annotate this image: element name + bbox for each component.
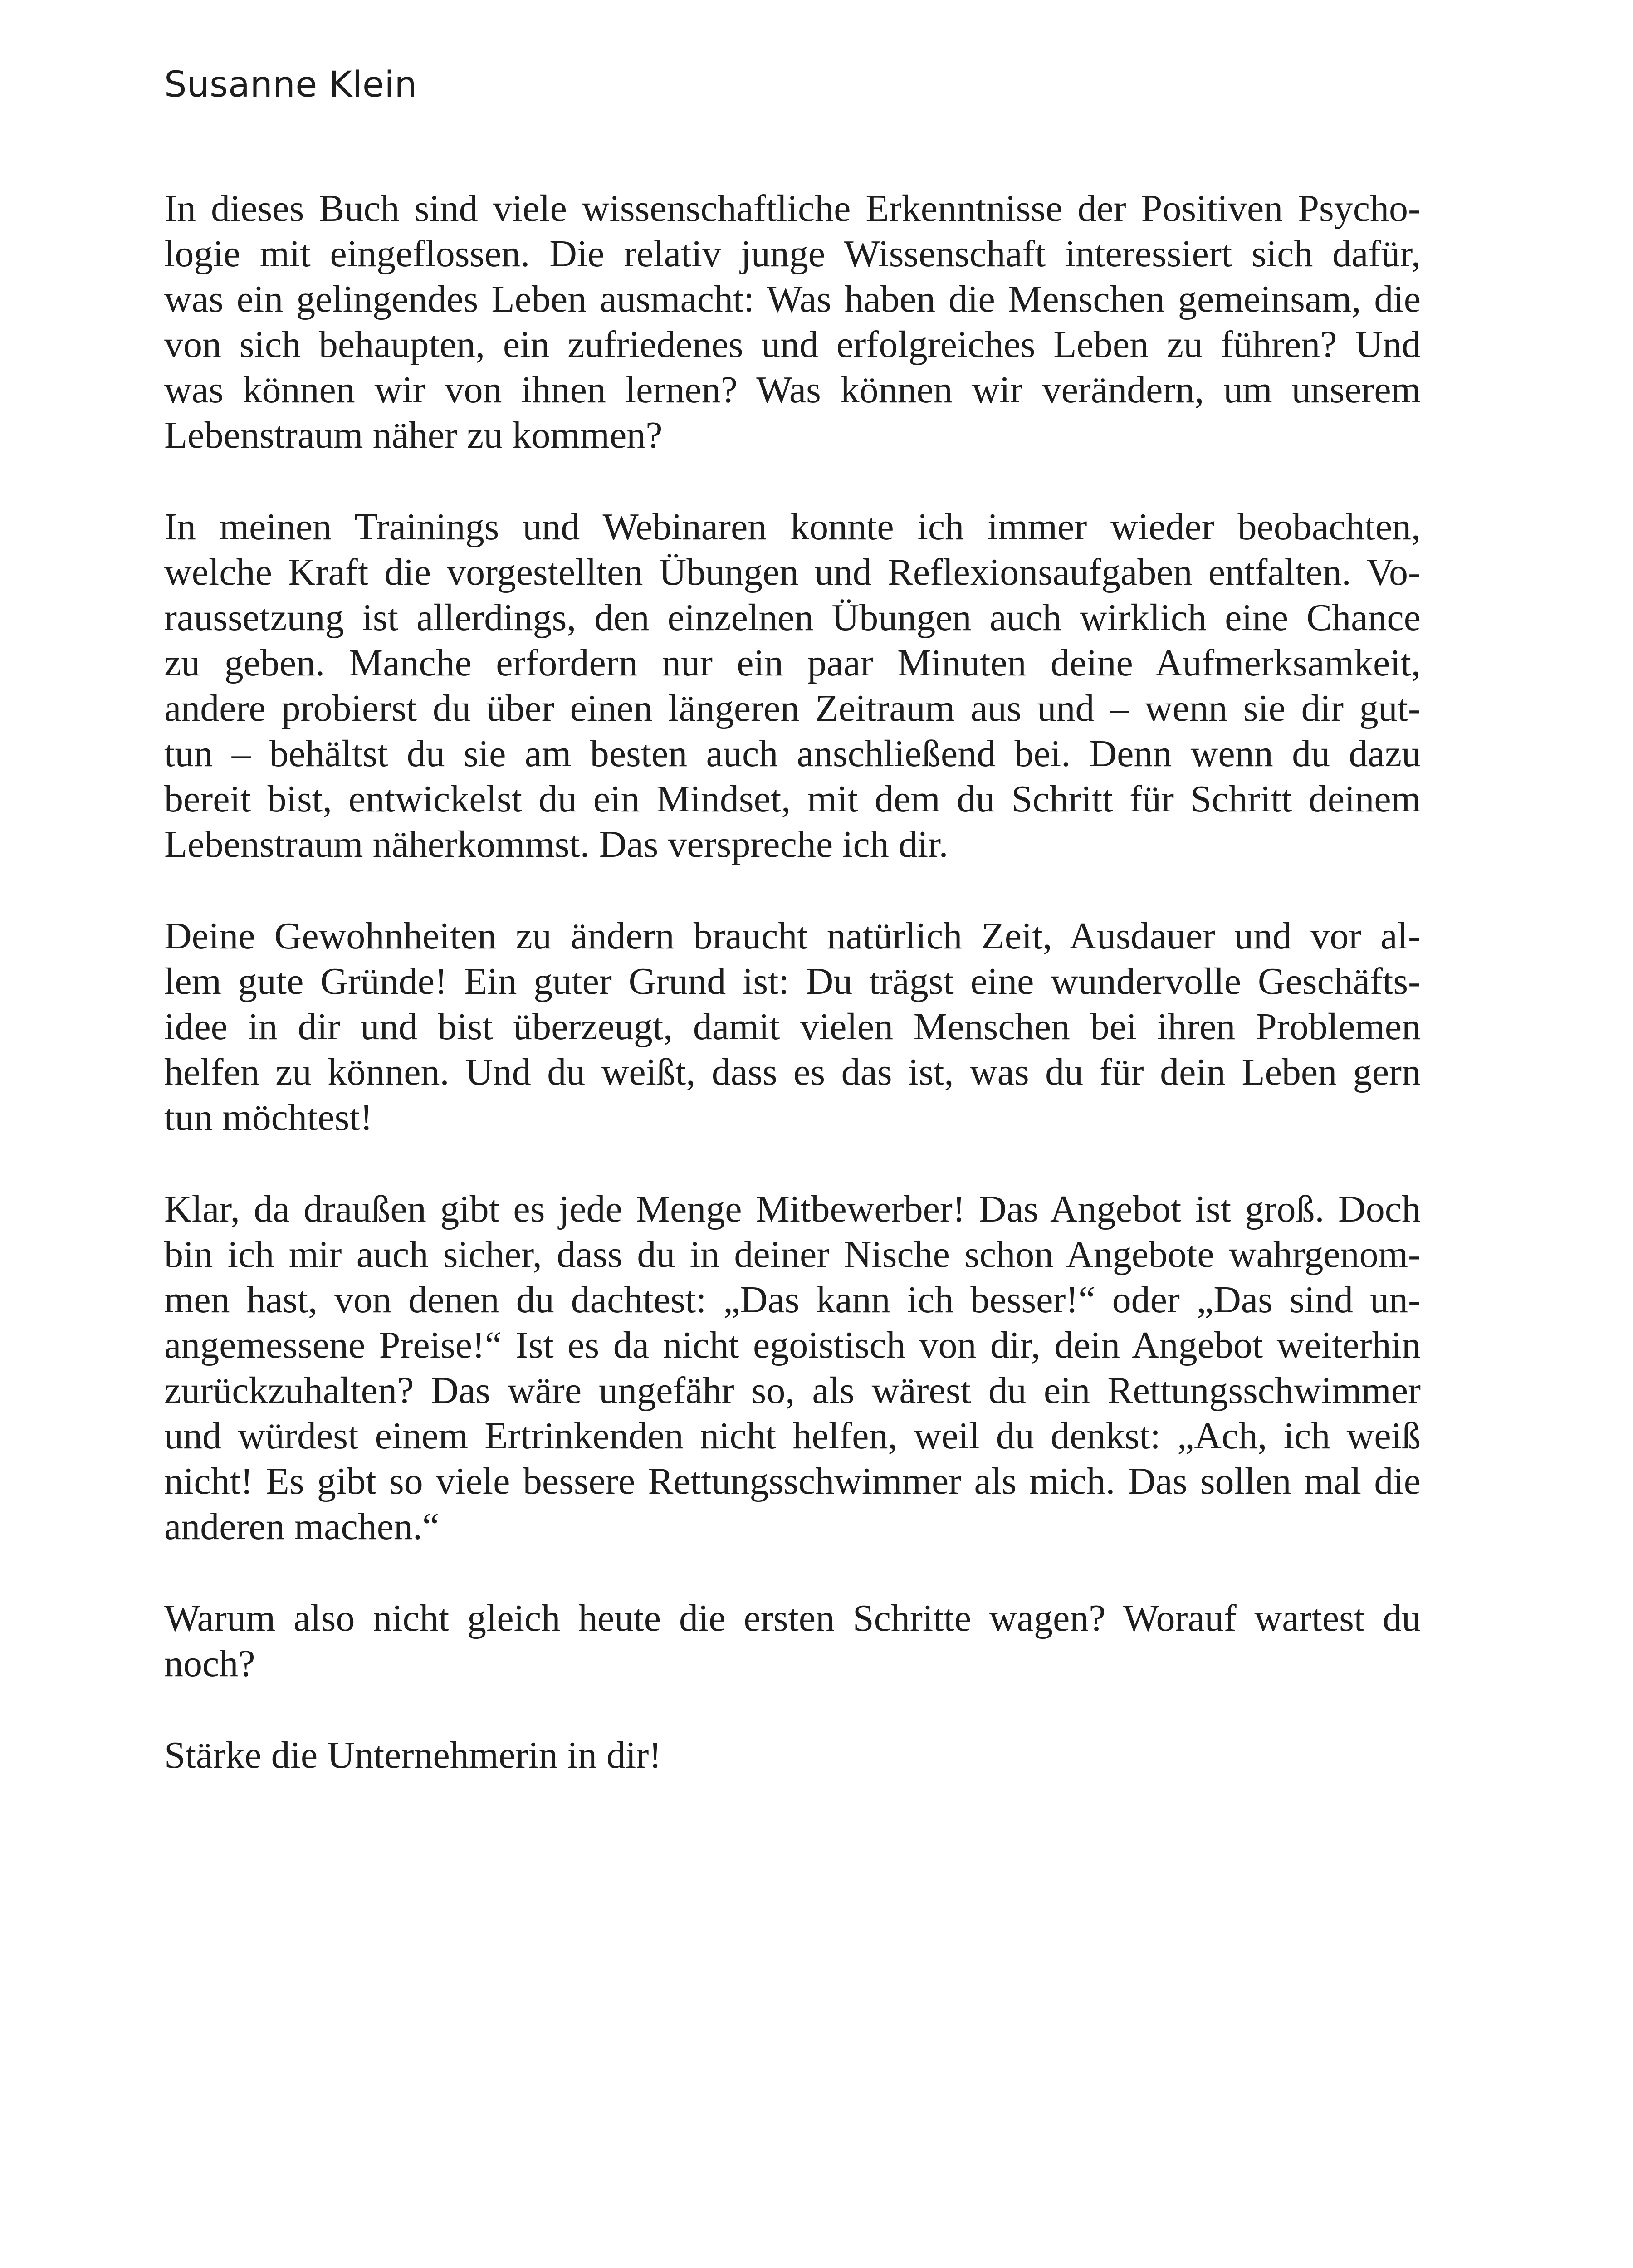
- text-line: was ein gelingendes Leben ausmacht: Was haben die Menschen gemeinsam, die: [164, 278, 1421, 320]
- text-line: In meinen Trainings und Webinaren konnte ich immer wieder beobachten,: [164, 506, 1421, 548]
- text-line: zu geben. Manche erfordern nur ein paar Minuten deine Aufmerksamkeit,: [164, 642, 1421, 684]
- paragraph-2: [164, 504, 1421, 867]
- text-line: men hast, von denen du dachtest: „Das kann ich besser!“ oder „Das sind un-: [164, 1279, 1421, 1321]
- text-line: von sich behaupten, ein zufriedenes und erfolgreiches Leben zu führen? Und: [164, 323, 1421, 366]
- text-line: andere probierst du über einen längeren Zeitraum aus und – wenn sie dir gut-: [164, 687, 1421, 729]
- text-line: helfen zu können. Und du weißt, dass es das ist, was du für dein Leben gern: [164, 1051, 1421, 1093]
- text-line: tun möchtest!: [164, 1096, 373, 1139]
- text-line: lem gute Gründe! Ein guter Grund ist: Du trägst eine wundervolle Geschäfts-: [164, 960, 1421, 1002]
- text-line: und würdest einem Ertrinkenden nicht helfen, weil du denkst: „Ach, ich weiß: [164, 1415, 1421, 1457]
- text-line: nicht! Es gibt so viele bessere Rettungsschwimmer als mich. Das sollen mal die: [164, 1460, 1421, 1502]
- text-line: bereit bist, entwickelst du ein Mindset, mit dem du Schritt für Schritt deinem: [164, 778, 1421, 820]
- text-line: tun – behältst du sie am besten auch anschließend bei. Denn wenn du dazu: [164, 733, 1421, 775]
- text-line: bin ich mir auch sicher, dass du in deiner Nische schon Angebote wahrgenom-: [164, 1233, 1421, 1276]
- paragraph-1: [164, 186, 1421, 458]
- paragraph-5: [164, 1596, 1421, 1686]
- paragraph-6: [164, 1733, 1421, 1778]
- text-line: Klar, da draußen gibt es jede Menge Mitbewerber! Das Angebot ist groß. Doch: [164, 1188, 1421, 1230]
- text-line: zurückzuhalten? Das wäre ungefähr so, als wärest du ein Rettungsschwimmer: [164, 1369, 1421, 1412]
- text-line: angemessene Preise!“ Ist es da nicht egoistisch von dir, dein Angebot weiterhin: [164, 1324, 1421, 1366]
- running-head: Susanne Klein: [164, 64, 417, 105]
- text-line: Stärke die Unternehmerin in dir!: [164, 1734, 662, 1776]
- body-text: [164, 186, 1421, 1824]
- text-line: noch?: [164, 1642, 255, 1685]
- text-line: logie mit eingeflossen. Die relativ junge Wissenschaft interessiert sich dafür,: [164, 233, 1421, 275]
- text-line: Deine Gewohnheiten zu ändern braucht natürlich Zeit, Ausdauer und vor al-: [164, 915, 1421, 957]
- text-line: anderen machen.“: [164, 1505, 440, 1548]
- text-line: In dieses Buch sind viele wissenschaftliche Erkenntnisse der Positiven Psycho-: [164, 187, 1421, 230]
- text-line: Lebenstraum näherkommst. Das verspreche ich dir.: [164, 823, 949, 865]
- text-line: Warum also nicht gleich heute die ersten Schritte wagen? Worauf wartest du: [164, 1597, 1421, 1639]
- paragraph-3: [164, 914, 1421, 1140]
- text-line: raussetzung ist allerdings, den einzelnen Übungen auch wirklich eine Chance: [164, 596, 1421, 639]
- paragraph-4: [164, 1187, 1421, 1549]
- text-line: idee in dir und bist überzeugt, damit vielen Menschen bei ihren Problemen: [164, 1006, 1421, 1048]
- text-line: was können wir von ihnen lernen? Was können wir verändern, um unserem: [164, 369, 1421, 411]
- text-line: Lebenstraum näher zu kommen?: [164, 414, 663, 456]
- text-line: welche Kraft die vorgestellten Übungen und Reflexionsaufgaben entfalten. Vo-: [164, 551, 1421, 593]
